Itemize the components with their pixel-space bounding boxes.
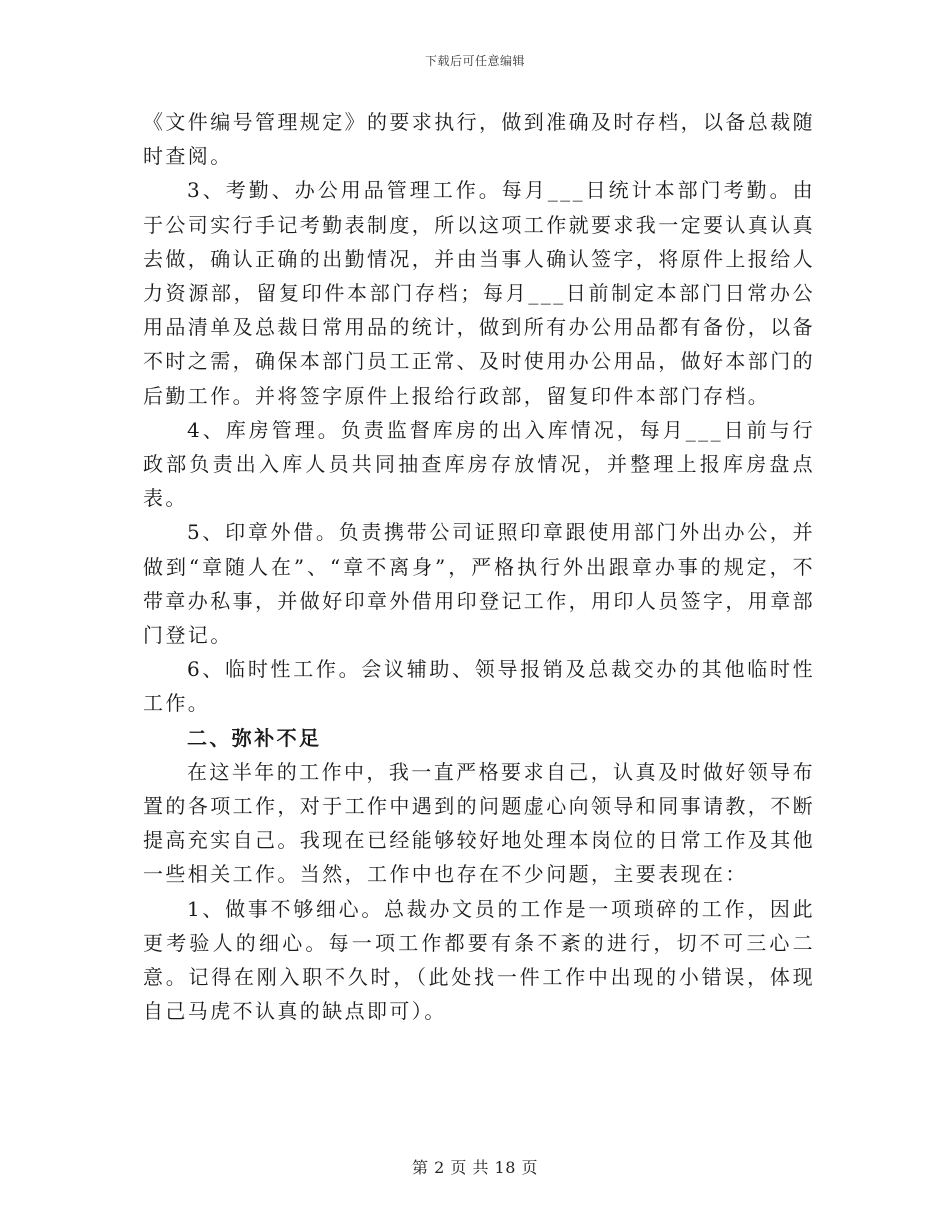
body-paragraph: 1、做事不够细心。总裁办文员的工作是一项琐碎的工作，因此更考验人的细心。每一项工作都要有条不紊的进行，切不可三心二意。记得在刚入职不久时，（此处找一件工作中出现的小错误，体现自己马虎不认真的缺点即可）。 — [143, 896, 815, 1024]
body-paragraph: 在这半年的工作中，我一直严格要求自己，认真及时做好领导布置的各项工作，对于工作中遇到的问题虚心向领导和同事请教，不断提高充实自己。我现在已经能够较好地处理本岗位的日常工作及其他一些相关工作。当然，工作中也存在不少问题，主要表现在： — [143, 759, 815, 887]
body-paragraph: 《文件编号管理规定》的要求执行，做到准确及时存档，以备总裁随时查阅。 — [143, 110, 815, 169]
body-paragraph: 3、考勤、办公用品管理工作。每月___日统计本部门考勤。由于公司实行手记考勤表制度，所以这项工作就要求我一定要认真认真去做，确认正确的出勤情况，并由当事人确认签字，将原件上报给人力资源部，留复印件本部门存档；每月___日前制定本部门日常办公用品清单及总裁日常用品的统计，做到所有办公用品都有备份，以备不时之需，确保本部门员工正常、及时使用办公用品，做好本部门的后勤工作。并将签字原件上报给行政部，留复印件本部门存档。 — [143, 178, 815, 408]
body-paragraph: 4、库房管理。负责监督库房的出入库情况，每月___日前与行政部负责出入库人员共同抽查库房存放情况，并整理上报库房盘点表。 — [143, 417, 815, 511]
body-paragraph: 5、印章外借。负责携带公司证照印章跟使用部门外出办公，并做到“章随人在”、“章不离身”，严格执行外出跟章办事的规定，不带章办私事，并做好印章外借用印登记工作，用印人员签字，用章部门登记。 — [143, 520, 815, 648]
page-header-note: 下载后可任意编辑 — [424, 54, 525, 68]
section-heading: 二、弥补不足 — [187, 725, 322, 750]
page-number: 第 2 页 共 18 页 — [412, 1158, 538, 1177]
document-body — [143, 105, 815, 1028]
body-paragraph: 6、临时性工作。会议辅助、领导报销及总裁交办的其他临时性工作。 — [143, 657, 815, 716]
